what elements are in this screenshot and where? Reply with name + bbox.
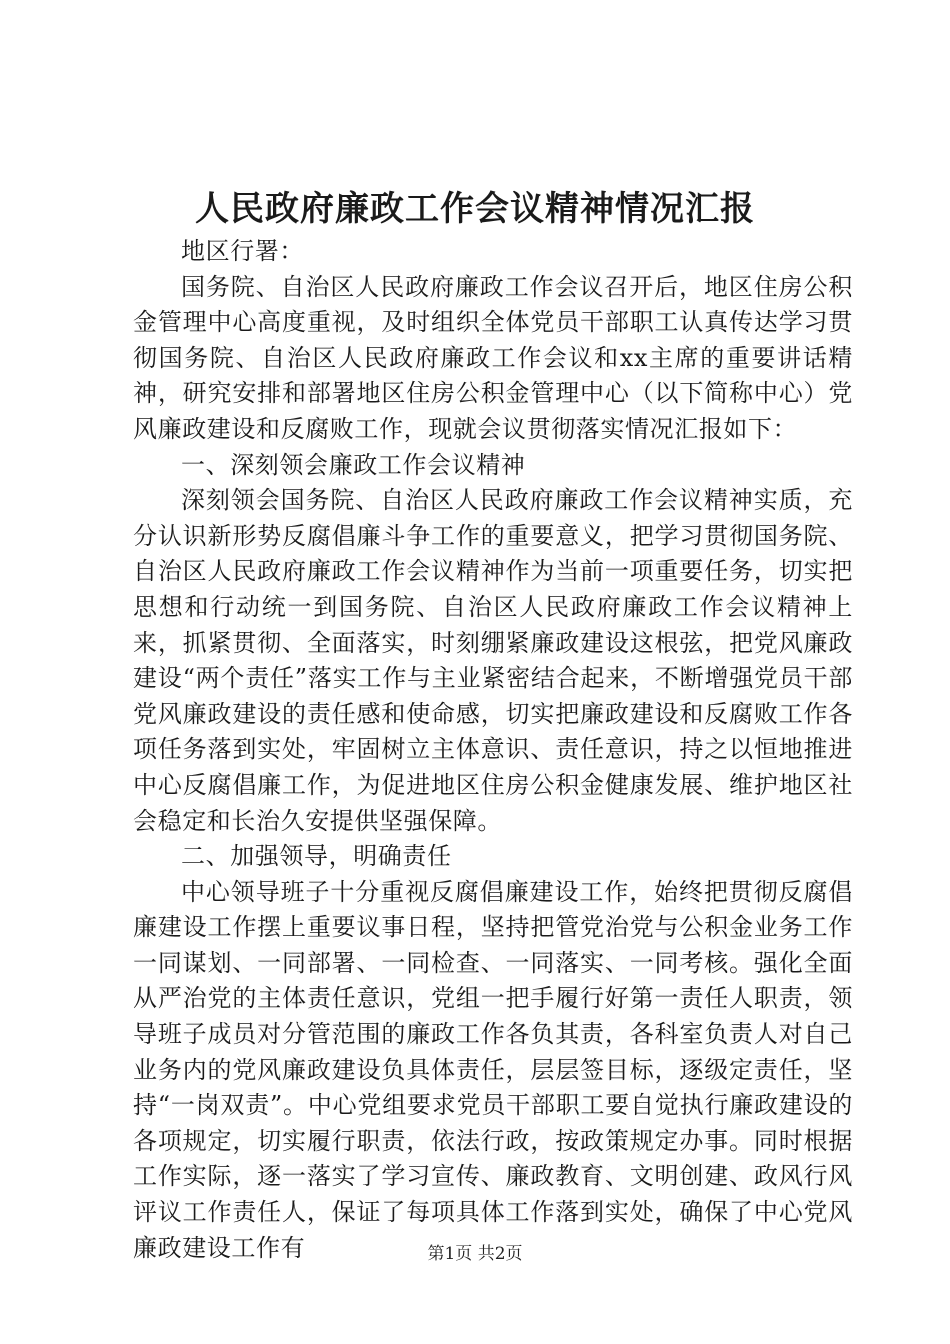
section-heading-1: 一、深刻领会廉政工作会议精神 [181, 450, 526, 479]
document-title: 人民政府廉政工作会议精神情况汇报 [195, 189, 755, 229]
section-heading-2: 二、加强领导，明确责任 [181, 842, 452, 871]
salutation: 地区行署： [181, 237, 304, 265]
document-body [133, 234, 853, 1266]
page-footer: 第1页 共2页 [427, 1244, 523, 1264]
section-1-paragraph: 深刻领会国务院、自治区人民政府廉政工作会议精神实质，充分认识新形势反腐倡廉斗争工作的重要意义，把学习贯彻国务院、自治区人民政府廉政工作会议精神作为当前一项重要任务，切实把思想和行动统一到国务院、自治区人民政府廉政工作会议精神上来，抓紧贯彻、全面落实，时刻绷紧廉政建设这根弦，把党风廉政建设“两个责任”落实工作与主业紧密结合起来，不断增强党员干部党风廉政建设的责任感和使命感，切实把廉政建设和反腐败工作各项任务落到实处，牢固树立主体意识、责任意识，持之以恒地推进中心反腐倡廉工作，为促进地区住房公积金健康发展、维护地区社会稳定和长治久安提供坚强保障。 [133, 486, 853, 835]
section-2-paragraph: 中心领导班子十分重视反腐倡廉建设工作，始终把贯彻反腐倡廉建设工作摆上重要议事日程，坚持把管党治党与公积金业务工作一同谋划、一同部署、一同检查、一同落实、一同考核。强化全面从严治党的主体责任意识，党组一把手履行好第一责任人职责，领导班子成员对分管范围的廉政工作各负其责，各科室负责人对自己业务内的党风廉政建设负具体责任，层层签目标，逐级定责任，坚持“一岗双责”。中心党组要求党员干部职工要自觉执行廉政建设的各项规定，切实履行职责，依法行政，按政策规定办事。同时根据工作实际，逐一落实了学习宣传、廉政教育、文明创建、政风行风评议工作责任人，保证了每项具体工作落到实处，确保了中心党风廉政建设工作有 [133, 877, 853, 1262]
intro-paragraph: 国务院、自治区人民政府廉政工作会议召开后，地区住房公积金管理中心高度重视，及时组织全体党员干部职工认真传达学习贯彻国务院、自治区人民政府廉政工作会议和xx主席的重要讲话精神，研究安排和部署地区住房公积金管理中心（以下简称中心）党风廉政建设和反腐败工作，现就会议贯彻落实情况汇报如下： [133, 272, 853, 443]
